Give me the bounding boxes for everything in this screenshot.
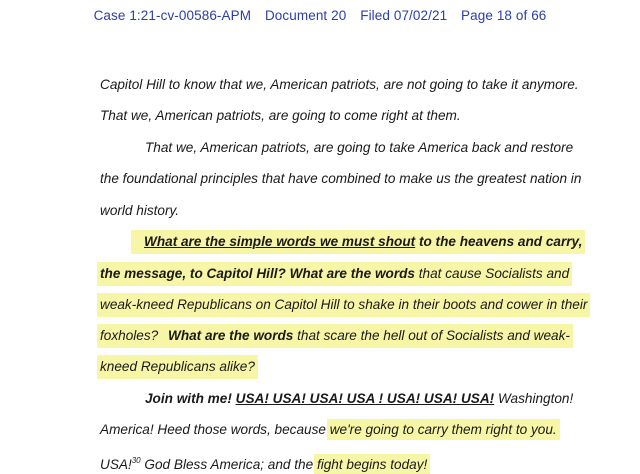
carry-them-highlight: we're going to carry them right to you. bbox=[329, 422, 557, 437]
highlighted-line-7 bbox=[100, 265, 569, 283]
footnote-marker: 30 bbox=[131, 456, 141, 465]
washington-text: Washington! bbox=[494, 391, 574, 406]
foxholes-text: foxholes? bbox=[100, 328, 159, 343]
body-line-1: Capitol Hill to know that we, American patriots, are not going to take it anymore. bbox=[100, 77, 579, 92]
fight-begins-highlight: fight begins today! bbox=[316, 457, 428, 472]
quote-continuation-1: to the heavens and carry, bbox=[415, 234, 583, 249]
highlighted-line-10: kneed Republicans alike? bbox=[100, 359, 255, 374]
body-line-12 bbox=[100, 421, 557, 439]
quote-question-2: the message, to Capitol Hill? What are the words bbox=[100, 266, 415, 281]
heed-text: America! Heed those words, because bbox=[100, 422, 330, 437]
quote-question-3: What are the words bbox=[167, 328, 294, 343]
body-line-2: That we, American patriots, are going to come right at them. bbox=[100, 108, 461, 123]
court-filing-header bbox=[0, 8, 640, 23]
highlighted-line-8: weak-kneed Republicans on Capitol Hill to shake in their boots and cower in their bbox=[100, 297, 588, 312]
quote-continuation-3: that scare the hell out of Socialists and weak- bbox=[293, 328, 570, 343]
quote-question-1: What are the simple words we must shout bbox=[144, 234, 416, 249]
page-number: Page 18 of 66 bbox=[461, 8, 547, 23]
case-number: Case 1:21-cv-00586-APM bbox=[93, 8, 252, 23]
usa-text: USA! bbox=[100, 457, 132, 472]
body-line-11 bbox=[145, 390, 573, 408]
highlighted-line-9 bbox=[100, 327, 570, 345]
body-line-13 bbox=[100, 452, 427, 474]
usa-chant: USA! USA! USA! USA ! USA! USA! USA! bbox=[235, 391, 495, 406]
document-number: Document 20 bbox=[264, 8, 347, 23]
quote-continuation-2: that cause Socialists and bbox=[414, 266, 570, 281]
body-line-5: world history. bbox=[100, 203, 180, 218]
filed-date: Filed 07/02/21 bbox=[360, 8, 448, 23]
join-with-me: Join with me! bbox=[145, 391, 236, 406]
highlighted-line-6 bbox=[134, 233, 582, 251]
god-bless-text: God Bless America; and the bbox=[140, 457, 317, 472]
body-line-4: the foundational principles that have combined to make us the greatest nation in bbox=[100, 171, 582, 186]
body-line-3: That we, American patriots, are going to take America back and restore bbox=[145, 140, 574, 155]
